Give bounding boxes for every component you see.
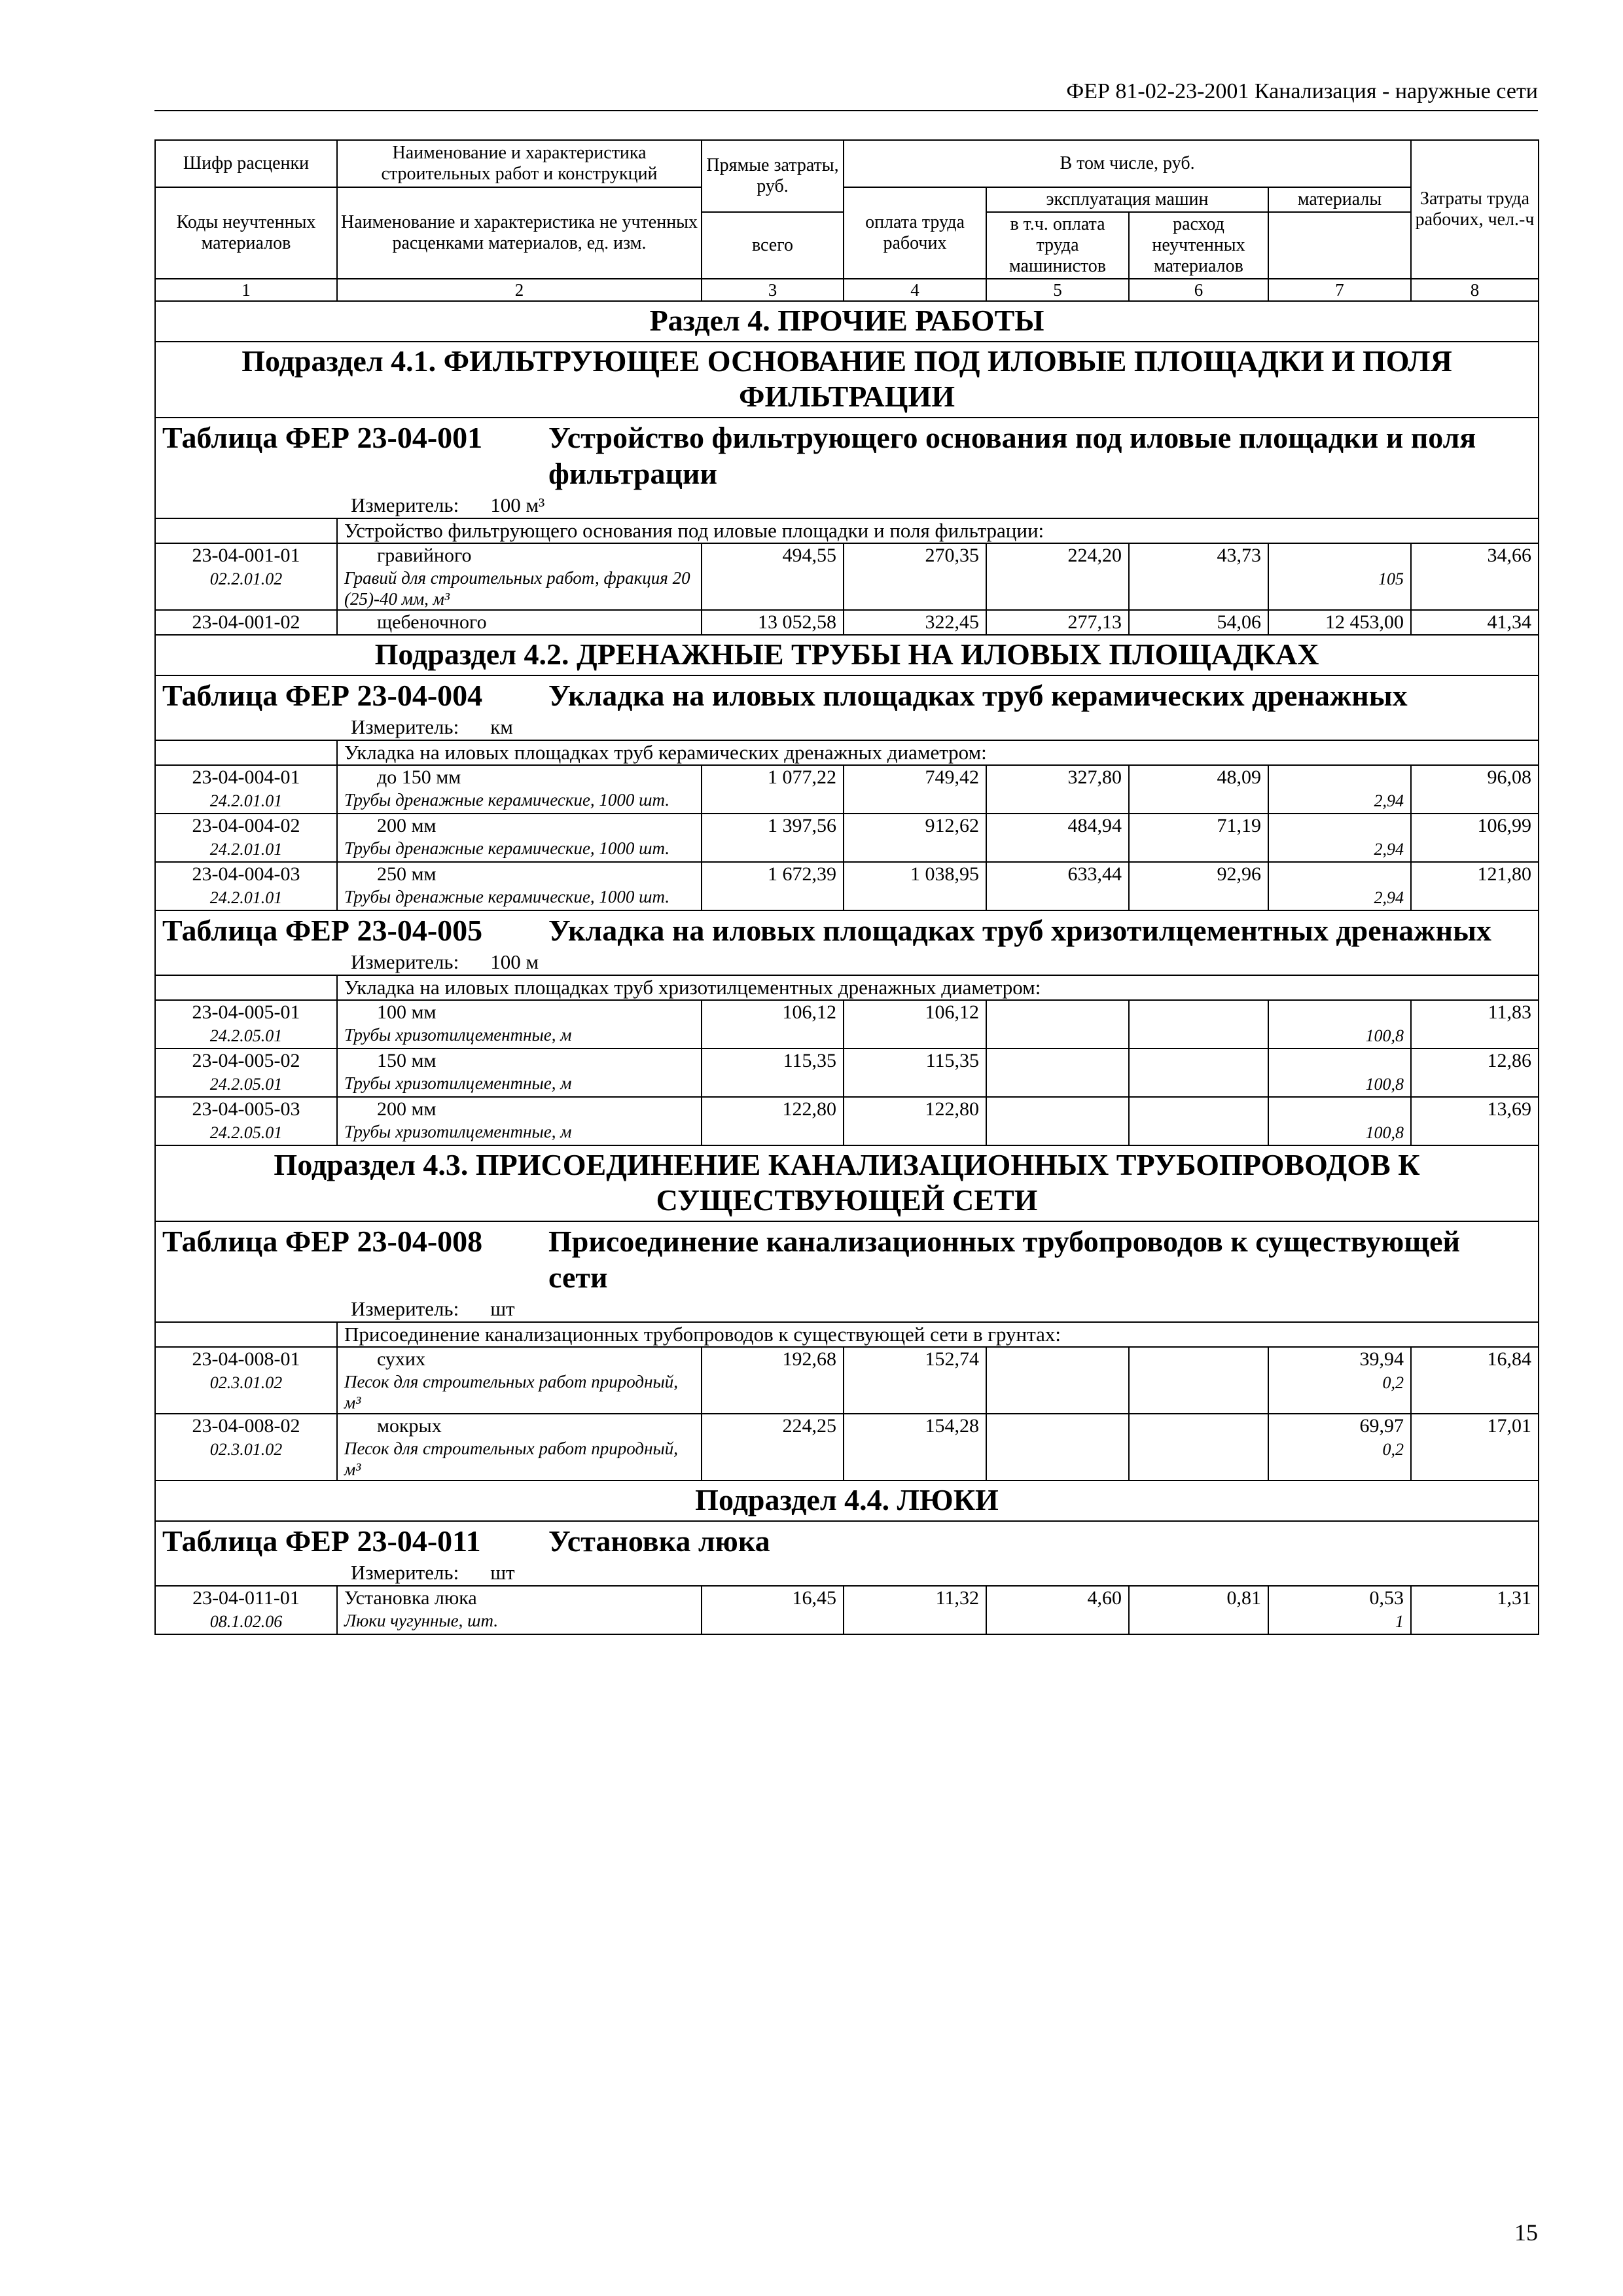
materials-cell	[1268, 1347, 1411, 1414]
labor-hours: 17,01	[1411, 1414, 1539, 1480]
column-number: 8	[1411, 279, 1539, 301]
labor-hours: 12,86	[1411, 1049, 1539, 1097]
table-heading-row	[155, 1521, 1539, 1560]
materials-cost: 12 453,00	[1325, 611, 1404, 633]
worker-wages: 749,42	[844, 765, 986, 814]
material-code: 02.3.01.02	[209, 1373, 283, 1392]
machines-total	[986, 1049, 1129, 1097]
machines-header: эксплуатация машин	[986, 187, 1268, 212]
material-name: Гравий для строительных работ, фракция 20 (25)-40 мм, м³	[344, 568, 690, 609]
table-heading	[155, 910, 1539, 950]
measure-row	[155, 1560, 1539, 1586]
rate-code: 23-04-004-03	[192, 863, 300, 885]
group-intro-row	[155, 1322, 1539, 1347]
section-title: Подраздел 4.2. ДРЕНАЖНЫЕ ТРУБЫ НА ИЛОВЫХ ПЛОЩАДКАХ	[155, 635, 1539, 675]
material-code: 24.2.01.01	[209, 888, 283, 907]
section-heading-row	[155, 1145, 1539, 1221]
material-code: 08.1.02.06	[209, 1612, 283, 1631]
rate-name-cell	[337, 1000, 702, 1049]
machines-total: 327,80	[986, 765, 1129, 814]
machinist-wages: 54,06	[1129, 610, 1268, 635]
intro-blank-cell	[155, 518, 337, 543]
table-title: Укладка на иловых площадках труб хризотилцементных дренажных	[548, 914, 1491, 947]
machinist-wages: 48,09	[1129, 765, 1268, 814]
group-intro-row	[155, 740, 1539, 765]
rate-row	[155, 1347, 1539, 1414]
material-usage-header: расход неучтенных материалов	[1129, 212, 1268, 279]
materials-cell	[1268, 1000, 1411, 1049]
measure-label: Измеритель:	[351, 1561, 459, 1584]
table-number: Таблица ФЕР 23-04-005	[162, 914, 483, 947]
direct-costs: 1 077,22	[702, 765, 844, 814]
measure	[155, 950, 1539, 975]
material-code: 24.2.05.01	[209, 1075, 283, 1094]
section-heading-row	[155, 1480, 1539, 1521]
measure-row	[155, 493, 1539, 518]
machinist-wages: 43,73	[1129, 543, 1268, 610]
rate-name: щебеночного	[377, 611, 487, 633]
rate-code-cell	[155, 765, 337, 814]
table-title: Устройство фильтрующего основания под иловые площадки и поля фильтрации	[548, 421, 1476, 490]
cipher-header: Шифр расценки	[155, 140, 337, 187]
rate-name-cell	[337, 1347, 702, 1414]
worker-wages: 912,62	[844, 814, 986, 862]
rate-name-cell	[337, 1097, 702, 1145]
material-quantity: 0,2	[1382, 1373, 1404, 1392]
table-heading-row	[155, 675, 1539, 715]
materials-cell	[1268, 814, 1411, 862]
rate-code-cell	[155, 1347, 337, 1414]
materials-cell	[1268, 862, 1411, 910]
measure	[155, 715, 1539, 740]
material-name: Трубы дренажные керамические, 1000 шт.	[344, 887, 670, 906]
table-title: Установка люка	[548, 1524, 770, 1558]
group-intro-text: Укладка на иловых площадках труб хризотилцементных дренажных диаметром:	[337, 975, 1539, 1000]
direct-costs: 16,45	[702, 1586, 844, 1634]
materials-cell	[1268, 1586, 1411, 1634]
labor-hours: 41,34	[1411, 610, 1539, 635]
rate-code-cell	[155, 1000, 337, 1049]
machines-total: 633,44	[986, 862, 1129, 910]
labor-hours: 11,83	[1411, 1000, 1539, 1049]
material-quantity: 2,94	[1374, 888, 1404, 907]
worker-wages: 154,28	[844, 1414, 986, 1480]
rate-name-cell	[337, 610, 702, 635]
materials-cell	[1268, 610, 1411, 635]
rate-code-cell	[155, 610, 337, 635]
intro-blank-cell	[155, 740, 337, 765]
column-number: 5	[986, 279, 1129, 301]
material-name: Трубы хризотилцементные, м	[344, 1025, 572, 1045]
direct-costs: 106,12	[702, 1000, 844, 1049]
rate-code: 23-04-001-01	[192, 545, 300, 566]
rate-row	[155, 1414, 1539, 1480]
column-number: 3	[702, 279, 844, 301]
table-body	[155, 140, 1539, 1634]
table-heading	[155, 1221, 1539, 1297]
table-heading	[155, 418, 1539, 493]
worker-wages: 106,12	[844, 1000, 986, 1049]
machines-total: 277,13	[986, 610, 1129, 635]
rate-name: 250 мм	[377, 863, 437, 885]
material-name: Трубы дренажные керамические, 1000 шт.	[344, 790, 670, 810]
machines-total	[986, 1000, 1129, 1049]
rate-name: гравийного	[377, 545, 472, 566]
machinist-wages-header: в т.ч. оплата труда машинистов	[986, 212, 1129, 279]
table-number: Таблица ФЕР 23-04-001	[162, 421, 483, 454]
direct-costs: 224,25	[702, 1414, 844, 1480]
group-intro-row	[155, 975, 1539, 1000]
labor-hours: 96,08	[1411, 765, 1539, 814]
material-name: Песок для строительных работ природный, м³	[344, 1439, 679, 1479]
material-code: 24.2.01.01	[209, 840, 283, 859]
material-quantity: 1	[1395, 1612, 1404, 1631]
material-code: 24.2.01.01	[209, 791, 283, 810]
material-name: Трубы хризотилцементные, м	[344, 1122, 572, 1141]
machinist-wages	[1129, 1000, 1268, 1049]
rate-code-cell	[155, 814, 337, 862]
measure-row	[155, 1297, 1539, 1322]
measure	[155, 1560, 1539, 1586]
machines-total: 224,20	[986, 543, 1129, 610]
section-title: Раздел 4. ПРОЧИЕ РАБОТЫ	[155, 301, 1539, 342]
section-heading-row	[155, 635, 1539, 675]
wages-header: оплата труда рабочих	[844, 187, 986, 279]
machines-total: 4,60	[986, 1586, 1129, 1634]
column-number: 2	[337, 279, 702, 301]
labor-hours: 106,99	[1411, 814, 1539, 862]
table-heading-row	[155, 910, 1539, 950]
measure-unit: 100 м³	[490, 493, 545, 516]
material-quantity: 0,2	[1382, 1440, 1404, 1459]
material-code: 02.2.01.02	[209, 569, 283, 588]
rate-code: 23-04-005-01	[192, 1001, 300, 1023]
direct-costs: 1 672,39	[702, 862, 844, 910]
worker-wages: 270,35	[844, 543, 986, 610]
direct-costs: 13 052,58	[702, 610, 844, 635]
machines-total	[986, 1347, 1129, 1414]
measure	[155, 1297, 1539, 1322]
worker-wages: 152,74	[844, 1347, 986, 1414]
material-code: 02.3.01.02	[209, 1440, 283, 1459]
direct-costs-header: Прямые затраты, руб.	[702, 140, 844, 212]
rate-row	[155, 1586, 1539, 1634]
machines-total	[986, 1414, 1129, 1480]
material-name: Люки чугунные, шт.	[344, 1611, 499, 1630]
machinist-wages	[1129, 1414, 1268, 1480]
measure-unit: км	[490, 715, 513, 738]
materials-cell	[1268, 765, 1411, 814]
measure-label: Измеритель:	[351, 950, 459, 973]
intro-blank-cell	[155, 1322, 337, 1347]
materials-cell	[1268, 1414, 1411, 1480]
price-table	[154, 139, 1539, 1635]
direct-costs: 1 397,56	[702, 814, 844, 862]
rate-row	[155, 814, 1539, 862]
rate-name: 200 мм	[377, 815, 437, 836]
rate-name-cell	[337, 814, 702, 862]
table-heading	[155, 1521, 1539, 1560]
rate-code: 23-04-005-02	[192, 1050, 300, 1071]
rate-name-cell	[337, 765, 702, 814]
section-title: Подраздел 4.3. ПРИСОЕДИНЕНИЕ КАНАЛИЗАЦИОННЫХ ТРУБОПРОВОДОВ К СУЩЕСТВУЮЩЕЙ СЕТИ	[155, 1145, 1539, 1221]
materials-cost: 0,53	[1369, 1587, 1404, 1609]
rate-name: 150 мм	[377, 1050, 437, 1071]
name-header: Наименование и характеристика строительных работ и конструкций	[337, 140, 702, 187]
materials-cell	[1268, 1097, 1411, 1145]
section-heading-row	[155, 342, 1539, 418]
rate-name-cell	[337, 1586, 702, 1634]
measure-unit: шт	[490, 1297, 515, 1320]
machinist-wages: 0,81	[1129, 1586, 1268, 1634]
page-number: 15	[1514, 2219, 1538, 2246]
rate-name: 200 мм	[377, 1098, 437, 1120]
section-heading-row	[155, 301, 1539, 342]
rate-code-cell	[155, 1414, 337, 1480]
measure	[155, 493, 1539, 518]
material-quantity: 2,94	[1374, 840, 1404, 859]
table-number: Таблица ФЕР 23-04-011	[162, 1524, 481, 1558]
direct-costs: 122,80	[702, 1097, 844, 1145]
machines-total	[986, 1097, 1129, 1145]
rate-code: 23-04-004-02	[192, 815, 300, 836]
worker-wages: 122,80	[844, 1097, 986, 1145]
table-number: Таблица ФЕР 23-04-004	[162, 679, 483, 712]
rate-code-cell	[155, 543, 337, 610]
rate-name: сухих	[377, 1348, 425, 1370]
table-number: Таблица ФЕР 23-04-008	[162, 1225, 483, 1258]
group-intro-text: Присоединение канализационных трубопроводов к существующей сети в грунтах:	[337, 1322, 1539, 1347]
rate-code: 23-04-008-01	[192, 1348, 300, 1370]
rate-row	[155, 765, 1539, 814]
material-quantity: 2,94	[1374, 791, 1404, 810]
material-name: Трубы дренажные керамические, 1000 шт.	[344, 838, 670, 858]
materials-cell	[1268, 543, 1411, 610]
rate-code: 23-04-008-02	[192, 1415, 300, 1437]
section-title: Подраздел 4.1. ФИЛЬТРУЮЩЕЕ ОСНОВАНИЕ ПОД ИЛОВЫЕ ПЛОЩАДКИ И ПОЛЯ ФИЛЬТРАЦИИ	[155, 342, 1539, 418]
column-numbers-row	[155, 279, 1539, 301]
column-number: 6	[1129, 279, 1268, 301]
labor-hours: 34,66	[1411, 543, 1539, 610]
measure-label: Измеритель:	[351, 1297, 459, 1320]
machinist-wages	[1129, 1097, 1268, 1145]
direct-costs: 192,68	[702, 1347, 844, 1414]
direct-costs: 115,35	[702, 1049, 844, 1097]
rate-name-cell	[337, 1049, 702, 1097]
measure-label: Измеритель:	[351, 493, 459, 516]
section-title: Подраздел 4.4. ЛЮКИ	[155, 1480, 1539, 1521]
rate-row	[155, 543, 1539, 610]
rate-name: Установка люка	[344, 1587, 477, 1609]
rate-code: 23-04-004-01	[192, 766, 300, 788]
column-number: 4	[844, 279, 986, 301]
material-quantity: 100,8	[1365, 1123, 1404, 1142]
measure-unit: 100 м	[490, 950, 539, 973]
intro-blank-cell	[155, 975, 337, 1000]
measure-row	[155, 715, 1539, 740]
materials-cost: 69,97	[1359, 1415, 1404, 1437]
table-title: Укладка на иловых площадках труб керамических дренажных	[548, 679, 1408, 712]
rate-code-cell	[155, 1586, 337, 1634]
materials-cost: 39,94	[1359, 1348, 1404, 1370]
rate-row	[155, 862, 1539, 910]
materials-cell	[1268, 1049, 1411, 1097]
rate-code-cell	[155, 862, 337, 910]
material-quantity: 100,8	[1365, 1075, 1404, 1094]
including-header: В том числе, руб.	[844, 140, 1411, 187]
header-row-1	[155, 140, 1539, 187]
rate-code: 23-04-005-03	[192, 1098, 300, 1120]
column-number: 1	[155, 279, 337, 301]
measure-label: Измеритель:	[351, 715, 459, 738]
machinist-wages	[1129, 1347, 1268, 1414]
labor-hours: 121,80	[1411, 862, 1539, 910]
material-code: 24.2.05.01	[209, 1026, 283, 1045]
rate-row	[155, 610, 1539, 635]
rate-code: 23-04-011-01	[192, 1587, 300, 1609]
column-number: 7	[1268, 279, 1411, 301]
measure-row	[155, 950, 1539, 975]
table-heading-row	[155, 418, 1539, 493]
rate-name: до 150 мм	[377, 766, 461, 788]
material-name: Трубы хризотилцементные, м	[344, 1073, 572, 1093]
table-title: Присоединение канализационных трубопроводов к существующей сети	[548, 1225, 1461, 1294]
material-quantity: 100,8	[1365, 1026, 1404, 1045]
labor-hours: 16,84	[1411, 1347, 1539, 1414]
material-code: 24.2.05.01	[209, 1123, 283, 1142]
group-intro-text: Укладка на иловых площадках труб керамических дренажных диаметром:	[337, 740, 1539, 765]
materials-header: материалы	[1268, 187, 1411, 212]
labor-hours: 13,69	[1411, 1097, 1539, 1145]
machines-total-header: всего	[702, 212, 844, 279]
rate-row	[155, 1000, 1539, 1049]
table-heading	[155, 675, 1539, 715]
codes-header: Коды неучтенных материалов	[155, 187, 337, 279]
worker-wages: 115,35	[844, 1049, 986, 1097]
group-intro-text: Устройство фильтрующего основания под иловые площадки и поля фильтрации:	[337, 518, 1539, 543]
worker-wages: 1 038,95	[844, 862, 986, 910]
page-header	[154, 77, 1538, 111]
table-heading-row	[155, 1221, 1539, 1297]
rate-row	[155, 1049, 1539, 1097]
worker-wages: 322,45	[844, 610, 986, 635]
material-quantity: 105	[1378, 569, 1404, 588]
direct-costs: 494,55	[702, 543, 844, 610]
machinist-wages: 71,19	[1129, 814, 1268, 862]
rate-name-cell	[337, 543, 702, 610]
name-header-2: Наименование и характеристика не учтенных расценками материалов, ед. изм.	[337, 187, 702, 279]
machines-total: 484,94	[986, 814, 1129, 862]
labor-hours: 1,31	[1411, 1586, 1539, 1634]
measure-unit: шт	[490, 1561, 515, 1584]
group-intro-row	[155, 518, 1539, 543]
material-name: Песок для строительных работ природный, м³	[344, 1372, 679, 1412]
rate-code-cell	[155, 1097, 337, 1145]
labor-header: Затраты труда рабочих, чел.-ч	[1411, 140, 1539, 279]
rate-code: 23-04-001-02	[192, 611, 300, 633]
machinist-wages	[1129, 1049, 1268, 1097]
rate-row	[155, 1097, 1539, 1145]
machinist-wages: 92,96	[1129, 862, 1268, 910]
rate-name-cell	[337, 1414, 702, 1480]
rate-name: 100 мм	[377, 1001, 437, 1023]
rate-name: мокрых	[377, 1415, 442, 1437]
rate-name-cell	[337, 862, 702, 910]
worker-wages: 11,32	[844, 1586, 986, 1634]
document-title: ФЕР 81-02-23-2001 Канализация - наружные сети	[1066, 79, 1538, 103]
rate-code-cell	[155, 1049, 337, 1097]
